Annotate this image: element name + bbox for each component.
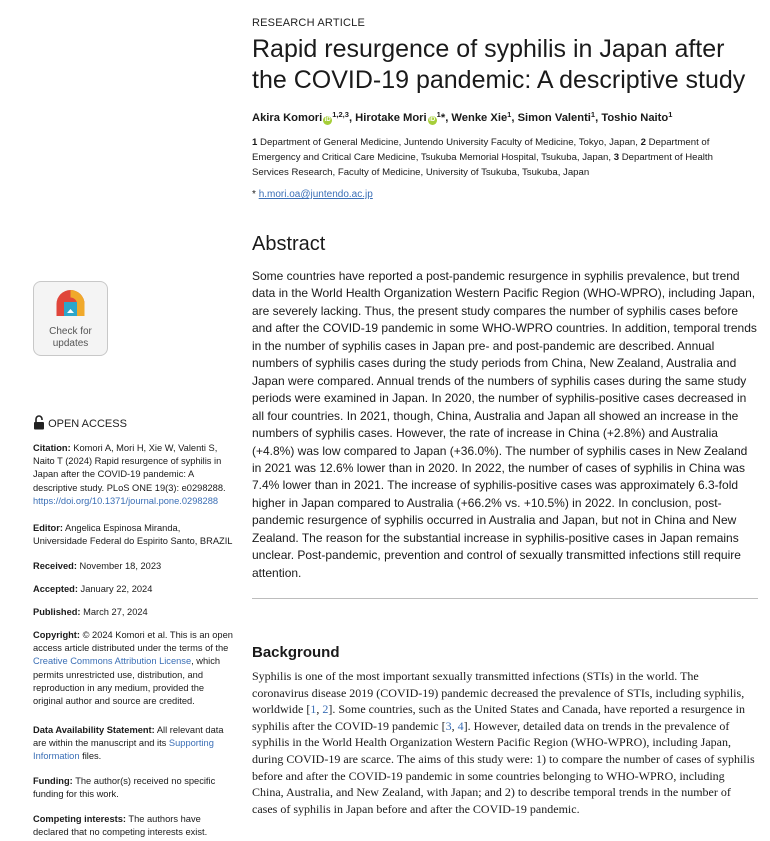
email-link[interactable]: h.mori.oa@juntendo.ac.jp (258, 189, 373, 200)
copyright-block: Copyright: © 2024 Komori et al. This is an open access article distributed under the terms of the Creative Commons Attribution License, which permits unrestricted use, distribution, and reproduction in any medium, provided the original author and source are credited. (33, 630, 233, 707)
author-affil-sup: 1 (590, 110, 596, 119)
affiliation-number: 3 (613, 152, 620, 163)
article-title: Rapid resurgence of syphilis in Japan after the COVID-19 pandemic: A descriptive study (252, 35, 746, 94)
orcid-icon[interactable]: iD (429, 117, 436, 123)
email-star: * (252, 189, 256, 200)
affiliation-number: 2 (640, 137, 646, 148)
author-affil-sup: 1,2,3 (332, 110, 349, 119)
license-link[interactable]: Creative Commons Attribution License (33, 656, 192, 667)
affiliation-text: Department of Emergency and Critical Care Medicine, Tsukuba Memorial Hospital, Tsukuba, Japan, (252, 137, 710, 163)
abstract-heading: Abstract (252, 233, 326, 255)
reference-link[interactable]: 3 (445, 718, 452, 733)
corresponding-email (252, 189, 373, 200)
published-block: Published: March 27, 2024 (33, 607, 148, 617)
supporting-info-link[interactable]: Supporting Information (33, 738, 214, 762)
check-for-updates-badge[interactable] (33, 281, 108, 356)
affiliation-number: 1 (252, 137, 258, 148)
check-for-updates-line1: Check for (49, 326, 92, 337)
citation-block: Citation: Komori A, Mori H, Xie W, Valenti S, Naito T (2024) Rapid resurgence of syphilis in Japan after the COVID-19 pandemic: A descriptive study. PLoS ONE 19(3): e0298288. https://doi.org/10.1371/journal.pone.0298288 (33, 443, 226, 506)
author-list: Akira Komori iD$^{1,2,3}$, Hirotake Mori $iD^1*$, Wenke Xie$^1$, Simon Valenti$^1$, Toshio Naito$^1$ (252, 110, 673, 124)
author-affil-sup: 1 (436, 110, 441, 119)
corresponding-star: * (440, 112, 446, 124)
reference-link[interactable]: 2 (322, 702, 329, 717)
data-availability-block: Data Availability Statement: All relevant data are within the manuscript and its Supporting Information files. (33, 725, 224, 762)
open-access-label (33, 415, 127, 431)
abstract-text: Some countries have reported a post-pandemic resurgence in syphilis prevalence, but trend data in the World Health Organization Western Pacific Region (WHO-WPRO), including Japan, are severely lacking. Thus, the present study compares the number of syphilis cases before and after the COVID-19 pandemic in some WHO-WPRO countries. In addition, temporal trends in the number of syphilis cases in Japan pre- and post-pandemic are described. Annual numbers of syphilis cases during the study periods from China, New Zealand, Australia and Japan were compared. Annual trends of the numbers of syphilis cases during the same study periods were examined in Japan. In 2020, the number of syphilis-positive cases decreased in all four countries. In 2021, though, China, Australia and Japan all showed an increase in the numbers of syphilis cases. However, the rate of increase in China (+2.8%) and Australia (+4.8%) was low compared to Japan (+36.0%). The number of syphilis cases in New Zealand in 2021 was 12.6% lower than in 2020. In 2022, the number of cases of syphilis in China was 7.4% lower than in 2021. The increase of syphilis-positive cases was approximately 6.3-fold higher in Japan compared to Australia (+66.2% vs. +10.5%) in 2022. In conclusion, post-pandemic resurgence of syphilis occurred in Australia and Japan, but not in China and New Zealand. The reason for the substantial increase in syphilis-positive cases in Japan remains unclear. Post-pandemic, prevention and control of sexually transmitted infections still require attention. (252, 269, 757, 580)
affiliation-text: Department of General Medicine, Juntendo University Faculty of Medicine, Tokyo, Japan, (260, 137, 638, 148)
author-name[interactable]: Simon Valenti (517, 112, 591, 124)
affiliations (252, 135, 752, 180)
editor-block: Editor: Angelica Espinosa Miranda, Universidade Federal do Espirito Santo, BRAZIL (33, 523, 233, 547)
author-name[interactable]: Wenke Xie (451, 112, 508, 124)
open-access-text: OPEN ACCESS (48, 418, 127, 430)
check-for-updates-line2: updates (52, 338, 89, 349)
received-block: Received: November 18, 2023 (33, 561, 162, 571)
author-name[interactable]: Akira Komori (252, 112, 323, 124)
section-divider (252, 598, 758, 599)
reference-link[interactable]: 4 (457, 718, 464, 733)
author-affil-sup: 1 (507, 110, 512, 119)
competing-interests-block: Competing interests: The authors have declared that no competing interests exist. (33, 814, 208, 838)
background-text: Syphilis is one of the most important sexually transmitted infections (STIs) in the world. The coronavirus disease 2019 (COVID-19) pandemic decreased the prevalence of STIs, including syphilis, worldwide [1, 2]. Some countries, such as the United States and Canada, have reported a resurgence in syphilis after the COVID-19 pandemic [3, 4]. However, detailed data on trends in the prevalence of syphilis in the World Health Organization Western Pacific Region (WHO-WPRO), including Japan, during COVID-19 are scarce. The aims of this study were: 1) to compare the number of cases of syphilis before and after the COVID-19 pandemic in some countries belonging to WHO-WPRO, including China, Australia, and New Zealand, with Japan; and 2) to describe temporal trends in the number of cases of syphilis in Japan before and after the COVID-19 pandemic. (252, 669, 755, 816)
affiliation-text: Department of Health Services Research, Faculty of Medicine, University of Tsukuba, Tsukuba, Japan (252, 152, 713, 178)
author-name[interactable]: Hirotake Mori (355, 112, 427, 124)
funding-block: Funding: The author(s) received no specific funding for this work. (33, 776, 216, 800)
author-affil-sup: 1 (668, 110, 673, 119)
background-heading: Background (252, 644, 340, 661)
reference-link[interactable]: 1 (310, 702, 317, 717)
article-type-label: RESEARCH ARTICLE (252, 17, 366, 29)
open-lock-icon (33, 415, 45, 430)
doi-link[interactable]: https://doi.org/10.1371/journal.pone.0298288 (33, 495, 219, 506)
author-name[interactable]: Toshio Naito (601, 112, 669, 124)
check-for-updates-icon (34, 282, 107, 326)
accepted-block: Accepted: January 22, 2024 (33, 584, 153, 594)
orcid-icon[interactable]: iD (324, 117, 331, 123)
